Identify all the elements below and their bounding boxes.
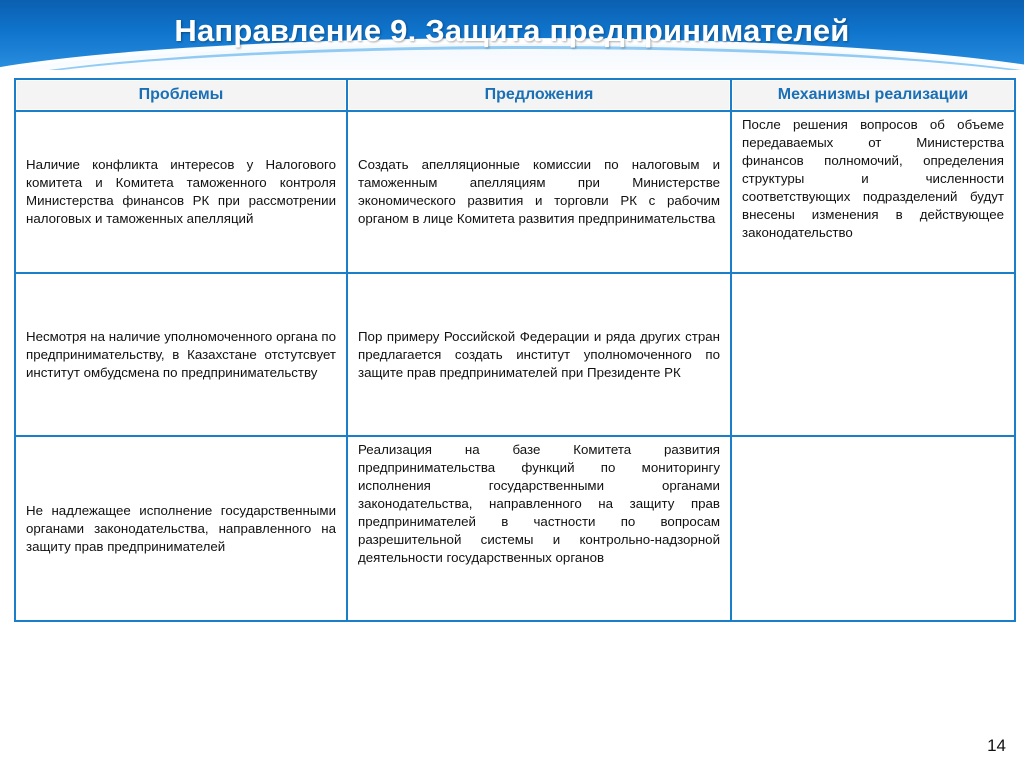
- proposal-cell: Создать апелляционные комиссии по налоговым и таможенным апелляциям при Министерстве экономического развития и торговли РК с рабочим органом в лице Комитета развития предпринимательства: [347, 111, 731, 273]
- table-row: [15, 273, 1015, 436]
- table-row: [15, 111, 1015, 273]
- table-row: [15, 436, 1015, 621]
- problem-cell: Не надлежащее исполнение государственными органами законодательства, направленного на защиту прав предпринимателей: [15, 436, 347, 621]
- header-mechanisms: Механизмы реализации: [731, 79, 1015, 111]
- header-problems: Проблемы: [15, 79, 347, 111]
- mechanism-cell: [731, 273, 1015, 436]
- proposal-cell: Реализация на базе Комитета развития предпринимательства функций по мониторингу исполнения государственными органами законодательства, направленного на защиту прав предпринимателей в частности по вопросам разрешительной системы и контрольно-надзорной деятельности государственных органов: [347, 436, 731, 621]
- mechanism-cell: [731, 436, 1015, 621]
- slide-title: Направление 9. Защита предпринимателей: [174, 13, 850, 48]
- problem-cell: Наличие конфликта интересов у Налогового комитета и Комитета таможенного контроля Министерства финансов РК при рассмотрении налоговых и таможенных апелляций: [15, 111, 347, 273]
- problem-cell: Несмотря на наличие уполномоченного органа по предпринимательству, в Казахстане отстутсвует институт омбудсмена по предпринимательству: [15, 273, 347, 436]
- header-proposals: Предложения: [347, 79, 731, 111]
- mechanism-cell: После решения вопросов об объеме передаваемых от Министерства финансов полномочий, определения структуры и численности соответствующих подразделений будут внесены изменения в действующее законодательство: [731, 111, 1015, 273]
- table-header-row: [15, 79, 1015, 111]
- page-number: 14: [987, 736, 1006, 755]
- proposal-cell: Пор примеру Российской Федерации и ряда других стран предлагается создать институт уполномоченного по защите прав предпринимателей при Президенте РК: [347, 273, 731, 436]
- proposals-table: [14, 78, 1016, 622]
